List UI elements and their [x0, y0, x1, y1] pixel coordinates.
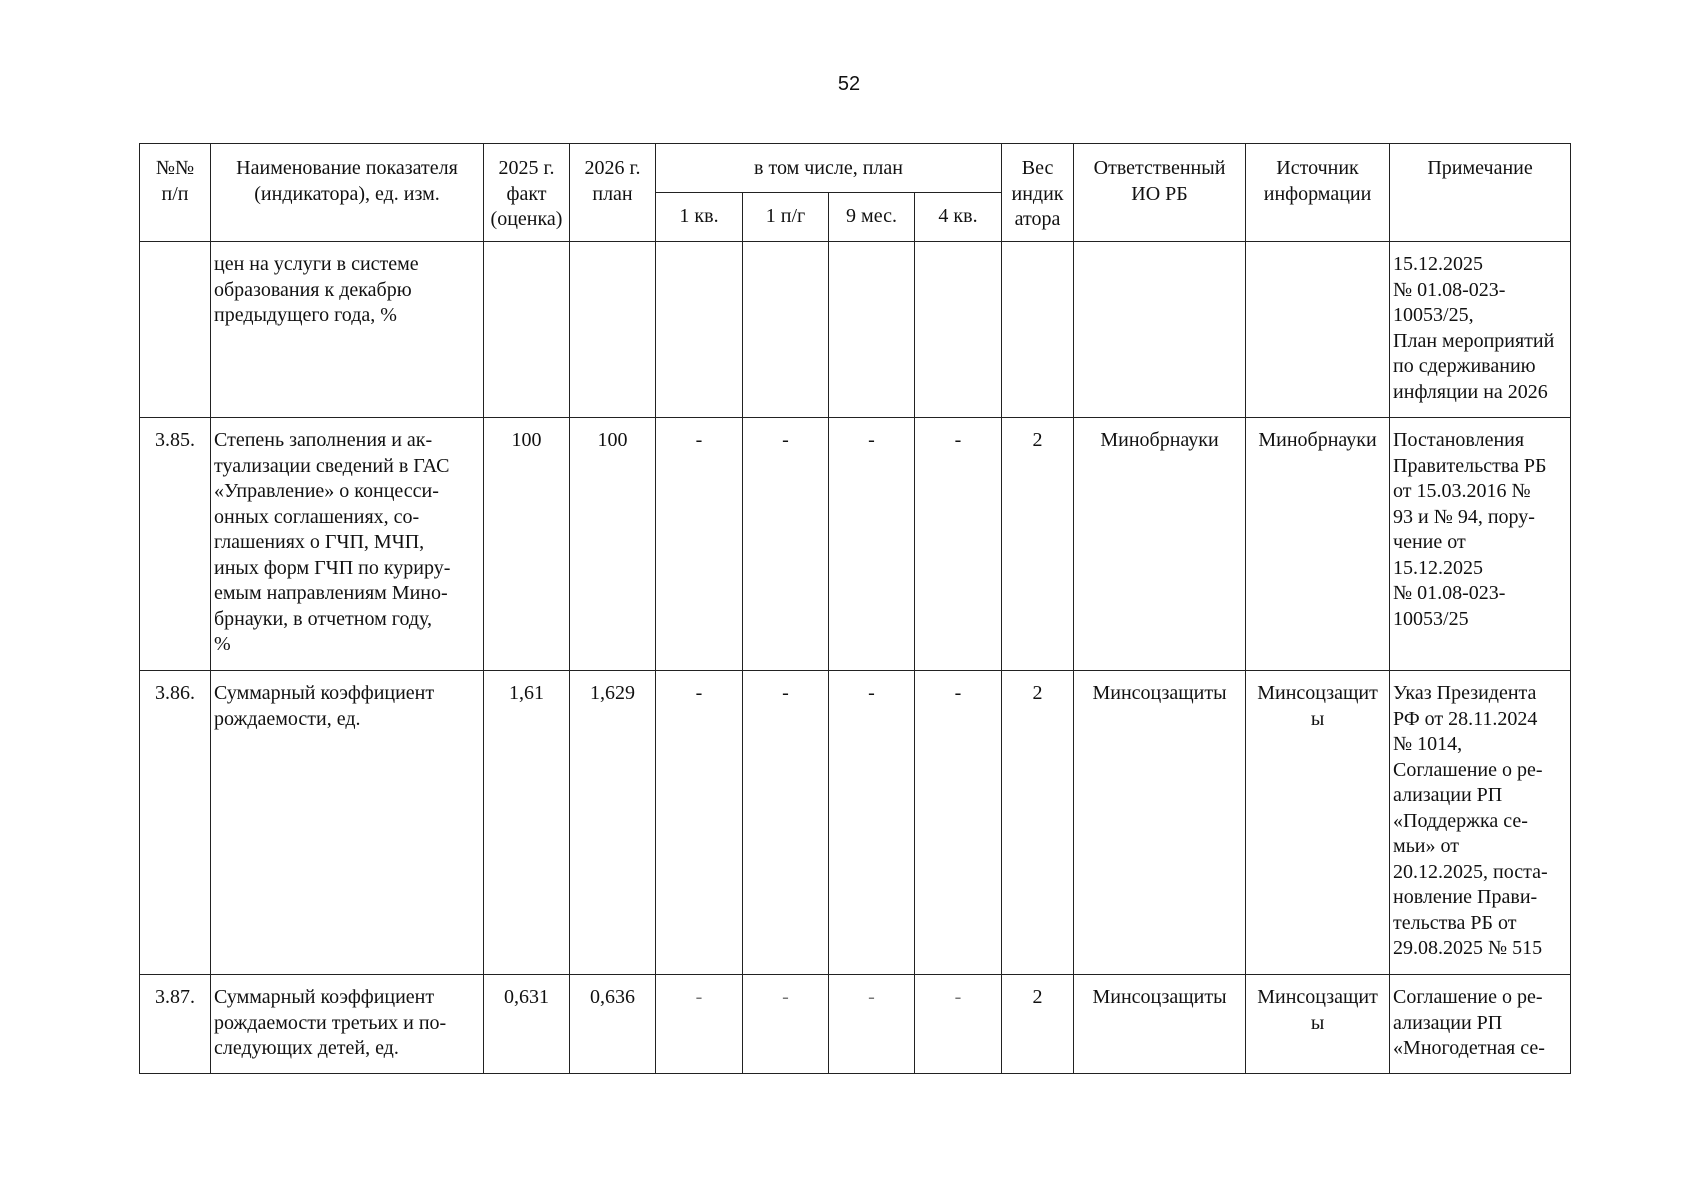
row-9m: - — [829, 418, 915, 671]
row-fact-2025: 0,631 — [484, 975, 570, 1074]
header-incl-plan: в том числе, план — [656, 144, 1002, 193]
indicators-table — [139, 143, 1571, 1074]
row-q4: - — [915, 418, 1002, 671]
row-name: Степень заполнения и ак- туализации сведений в ГАС «Управление» о концесси- онных соглашениях, со- глашениях о ГЧП, МЧП, иных форм ГЧП по куриру- емым направлениям Мино- брнауки, в отчетном году, % — [211, 418, 484, 671]
header-weight: Вес индик атора — [1002, 144, 1074, 242]
row-note: Соглашение о ре- ализации РП «Многодетная се- — [1390, 975, 1571, 1074]
row-num: 3.87. — [140, 975, 211, 1074]
row-q1: - — [656, 975, 743, 1074]
row-9m: - — [829, 671, 915, 975]
row-plan-2026: 1,629 — [570, 671, 656, 975]
row-9m — [829, 242, 915, 418]
table-row — [140, 671, 1571, 975]
row-note: Указ Президента РФ от 28.11.2024 № 1014, Соглашение о ре- ализации РП «Поддержка се- мьи» от 20.12.2025, поста- новление Прави- тельства РБ от 29.08.2025 № 515 — [1390, 671, 1571, 975]
row-h1 — [743, 242, 829, 418]
row-responsible: Минсоцзащиты — [1074, 975, 1246, 1074]
row-source — [1246, 242, 1390, 418]
header-name: Наименование показателя (индикатора), ед. изм. — [211, 144, 484, 242]
row-q4: - — [915, 975, 1002, 1074]
row-source: Минсоцзащит ы — [1246, 671, 1390, 975]
row-name: Суммарный коэффициент рождаемости третьих и по- следующих детей, ед. — [211, 975, 484, 1074]
row-q4: - — [915, 671, 1002, 975]
row-fact-2025: 100 — [484, 418, 570, 671]
row-h1: - — [743, 418, 829, 671]
row-name: цен на услуги в системе образования к декабрю предыдущего года, % — [211, 242, 484, 418]
row-note: Постановления Правительства РБ от 15.03.2016 № 93 и № 94, пору- чение от 15.12.2025 № 01.08-023- 10053/25 — [1390, 418, 1571, 671]
row-plan-2026: 0,636 — [570, 975, 656, 1074]
row-fact-2025 — [484, 242, 570, 418]
row-fact-2025: 1,61 — [484, 671, 570, 975]
row-source: Минсоцзащит ы — [1246, 975, 1390, 1074]
table-row — [140, 975, 1571, 1074]
page-number: 52 — [837, 73, 861, 95]
row-q4 — [915, 242, 1002, 418]
header-h1: 1 п/г — [743, 193, 829, 242]
row-name: Суммарный коэффициент рождаемости, ед. — [211, 671, 484, 975]
table-header — [140, 144, 1571, 242]
row-source: Минобрнауки — [1246, 418, 1390, 671]
row-weight: 2 — [1002, 671, 1074, 975]
header-9m: 9 мес. — [829, 193, 915, 242]
row-h1: - — [743, 671, 829, 975]
row-plan-2026: 100 — [570, 418, 656, 671]
row-weight: 2 — [1002, 975, 1074, 1074]
row-responsible — [1074, 242, 1246, 418]
header-note: Примечание — [1390, 144, 1571, 242]
row-weight — [1002, 242, 1074, 418]
header-fact-2025: 2025 г. факт (оценка) — [484, 144, 570, 242]
row-h1: - — [743, 975, 829, 1074]
row-q1: - — [656, 418, 743, 671]
row-weight: 2 — [1002, 418, 1074, 671]
row-q1: - — [656, 671, 743, 975]
header-num: №№ п/п — [140, 144, 211, 242]
table-row — [140, 418, 1571, 671]
header-plan-2026: 2026 г. план — [570, 144, 656, 242]
row-num — [140, 242, 211, 418]
row-note: 15.12.2025 № 01.08-023- 10053/25, План мероприятий по сдерживанию инфляции на 2026 — [1390, 242, 1571, 418]
row-responsible: Минсоцзащиты — [1074, 671, 1246, 975]
table-row — [140, 242, 1571, 418]
row-num: 3.85. — [140, 418, 211, 671]
header-source: Источник информации — [1246, 144, 1390, 242]
row-9m: - — [829, 975, 915, 1074]
header-q4: 4 кв. — [915, 193, 1002, 242]
row-plan-2026 — [570, 242, 656, 418]
row-num: 3.86. — [140, 671, 211, 975]
header-responsible: Ответственный ИО РБ — [1074, 144, 1246, 242]
header-q1: 1 кв. — [656, 193, 743, 242]
row-q1 — [656, 242, 743, 418]
row-responsible: Минобрнауки — [1074, 418, 1246, 671]
